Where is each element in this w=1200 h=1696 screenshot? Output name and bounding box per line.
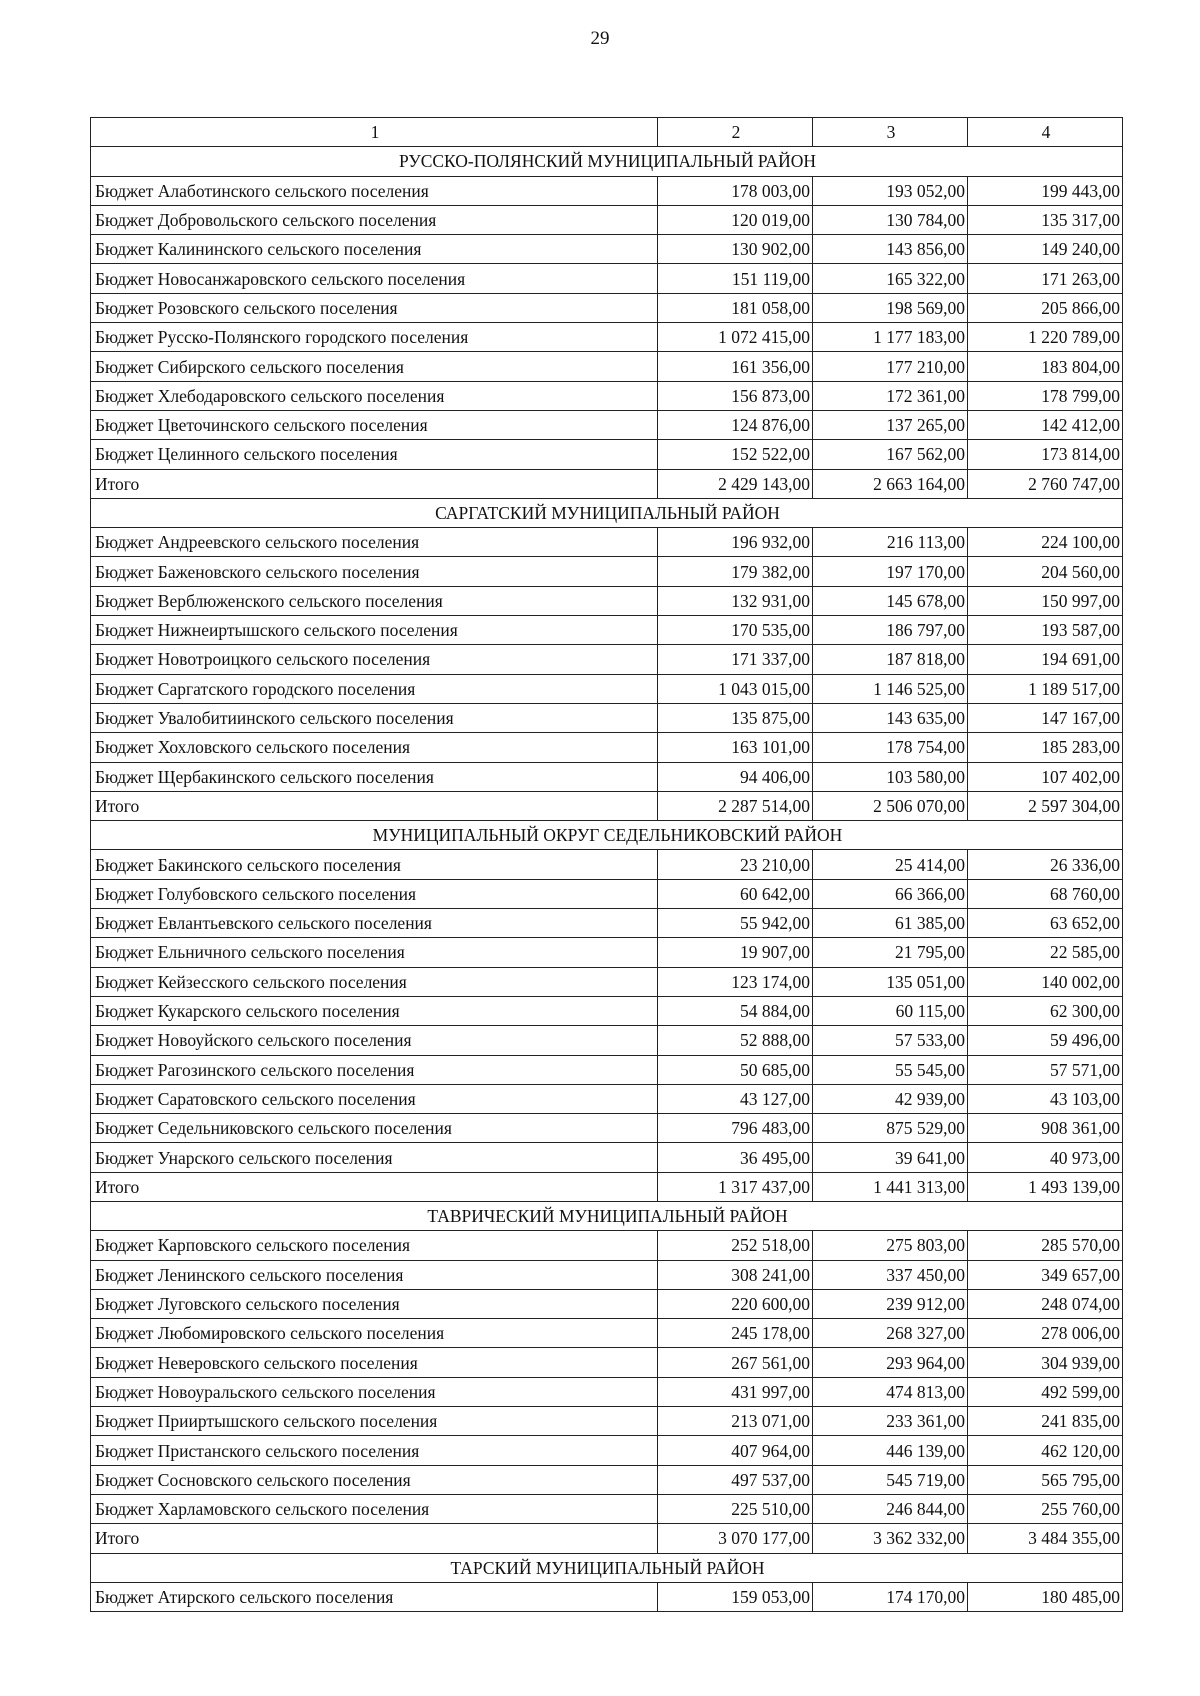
value-cell-col4: 142 412,00: [968, 410, 1123, 439]
value-cell-col4: 199 443,00: [968, 176, 1123, 205]
value-cell-col4: 1 189 517,00: [968, 674, 1123, 703]
table-row: [91, 176, 1123, 205]
value-cell-col4: 304 939,00: [968, 1348, 1123, 1377]
table-row: [91, 528, 1123, 557]
value-cell-col2: 50 685,00: [658, 1055, 813, 1084]
value-cell-col3: 174 170,00: [813, 1582, 968, 1611]
value-cell-col3: 233 361,00: [813, 1407, 968, 1436]
budget-name-cell: Бюджет Калининского сельского поселения: [91, 235, 658, 264]
value-cell-col2: 2 287 514,00: [658, 791, 813, 820]
column-header: 2: [658, 118, 813, 147]
value-cell-col2: 123 174,00: [658, 967, 813, 996]
budget-name-cell: Бюджет Верблюженского сельского поселения: [91, 586, 658, 615]
table-row: [91, 733, 1123, 762]
value-cell-col3: 143 856,00: [813, 235, 968, 264]
value-cell-col2: 132 931,00: [658, 586, 813, 615]
value-cell-col3: 186 797,00: [813, 616, 968, 645]
value-cell-col4: 2 760 747,00: [968, 469, 1123, 498]
value-cell-col2: 163 101,00: [658, 733, 813, 762]
page-number: 29: [590, 28, 610, 49]
value-cell-col2: 94 406,00: [658, 762, 813, 791]
table-row: [91, 410, 1123, 439]
value-cell-col2: 3 070 177,00: [658, 1524, 813, 1553]
value-cell-col4: 178 799,00: [968, 381, 1123, 410]
value-cell-col3: 198 569,00: [813, 293, 968, 322]
budget-name-cell: Бюджет Сосновского сельского поселения: [91, 1465, 658, 1494]
budget-name-cell: Бюджет Новотроицкого сельского поселения: [91, 645, 658, 674]
budget-name-cell: Бюджет Рагозинского сельского поселения: [91, 1055, 658, 1084]
budget-name-cell: Итого: [91, 469, 658, 498]
section-header-row: [91, 147, 1123, 176]
table-row: [91, 1114, 1123, 1143]
budget-name-cell: Бюджет Седельниковского сельского поселения: [91, 1114, 658, 1143]
value-cell-col2: 135 875,00: [658, 703, 813, 732]
value-cell-col2: 23 210,00: [658, 850, 813, 879]
section-title: МУНИЦИПАЛЬНЫЙ ОКРУГ СЕДЕЛЬНИКОВСКИЙ РАЙОН: [91, 821, 1123, 850]
value-cell-col4: 565 795,00: [968, 1465, 1123, 1494]
table-row: [91, 323, 1123, 352]
budget-name-cell: Бюджет Баженовского сельского поселения: [91, 557, 658, 586]
value-cell-col2: 19 907,00: [658, 938, 813, 967]
budget-name-cell: Бюджет Евлантьевского сельского поселения: [91, 909, 658, 938]
value-cell-col3: 2 663 164,00: [813, 469, 968, 498]
value-cell-col2: 225 510,00: [658, 1494, 813, 1523]
value-cell-col4: 285 570,00: [968, 1231, 1123, 1260]
budget-name-cell: Бюджет Саратовского сельского поселения: [91, 1084, 658, 1113]
budget-name-cell: Бюджет Новоуйского сельского поселения: [91, 1026, 658, 1055]
table-row: [91, 645, 1123, 674]
value-cell-col2: 36 495,00: [658, 1143, 813, 1172]
section-title: САРГАТСКИЙ МУНИЦИПАЛЬНЫЙ РАЙОН: [91, 498, 1123, 527]
value-cell-col4: 107 402,00: [968, 762, 1123, 791]
value-cell-col3: 61 385,00: [813, 909, 968, 938]
total-row: [91, 1172, 1123, 1201]
value-cell-col3: 39 641,00: [813, 1143, 968, 1172]
value-cell-col2: 213 071,00: [658, 1407, 813, 1436]
table-row: [91, 967, 1123, 996]
budget-name-cell: Бюджет Унарского сельского поселения: [91, 1143, 658, 1172]
value-cell-col3: 167 562,00: [813, 440, 968, 469]
value-cell-col4: 255 760,00: [968, 1494, 1123, 1523]
value-cell-col3: 337 450,00: [813, 1260, 968, 1289]
value-cell-col2: 431 997,00: [658, 1377, 813, 1406]
value-cell-col4: 183 804,00: [968, 352, 1123, 381]
table-row: [91, 264, 1123, 293]
value-cell-col3: 275 803,00: [813, 1231, 968, 1260]
budget-name-cell: Бюджет Кукарского сельского поселения: [91, 996, 658, 1025]
budget-name-cell: Итого: [91, 791, 658, 820]
table-row: [91, 1055, 1123, 1084]
value-cell-col2: 1 043 015,00: [658, 674, 813, 703]
value-cell-col3: 21 795,00: [813, 938, 968, 967]
table-row: [91, 1026, 1123, 1055]
value-cell-col2: 161 356,00: [658, 352, 813, 381]
value-cell-col4: 63 652,00: [968, 909, 1123, 938]
value-cell-col3: 165 322,00: [813, 264, 968, 293]
budget-name-cell: Бюджет Бакинского сельского поселения: [91, 850, 658, 879]
budget-name-cell: Бюджет Кейзесского сельского поселения: [91, 967, 658, 996]
table-row: [91, 703, 1123, 732]
budget-name-cell: Бюджет Новосанжаровского сельского поселения: [91, 264, 658, 293]
table-row: [91, 1377, 1123, 1406]
value-cell-col3: 1 441 313,00: [813, 1172, 968, 1201]
section-title: РУССКО-ПОЛЯНСКИЙ МУНИЦИПАЛЬНЫЙ РАЙОН: [91, 147, 1123, 176]
value-cell-col2: 1 072 415,00: [658, 323, 813, 352]
budget-name-cell: Бюджет Розовского сельского поселения: [91, 293, 658, 322]
value-cell-col3: 216 113,00: [813, 528, 968, 557]
value-cell-col3: 446 139,00: [813, 1436, 968, 1465]
value-cell-col4: 349 657,00: [968, 1260, 1123, 1289]
value-cell-col3: 545 719,00: [813, 1465, 968, 1494]
value-cell-col2: 179 382,00: [658, 557, 813, 586]
section-header-row: [91, 821, 1123, 850]
budget-name-cell: Бюджет Цветочинского сельского поселения: [91, 410, 658, 439]
value-cell-col3: 145 678,00: [813, 586, 968, 615]
table-row: [91, 1348, 1123, 1377]
budget-name-cell: Бюджет Добровольского сельского поселения: [91, 205, 658, 234]
value-cell-col4: 22 585,00: [968, 938, 1123, 967]
table-row: [91, 1494, 1123, 1523]
value-cell-col4: 147 167,00: [968, 703, 1123, 732]
value-cell-col3: 1 177 183,00: [813, 323, 968, 352]
value-cell-col3: 143 635,00: [813, 703, 968, 732]
budget-name-cell: Бюджет Саргатского городского поселения: [91, 674, 658, 703]
value-cell-col4: 171 263,00: [968, 264, 1123, 293]
value-cell-col4: 173 814,00: [968, 440, 1123, 469]
table-row: [91, 235, 1123, 264]
value-cell-col2: 1 317 437,00: [658, 1172, 813, 1201]
value-cell-col3: 57 533,00: [813, 1026, 968, 1055]
budget-name-cell: Бюджет Хохловского сельского поселения: [91, 733, 658, 762]
value-cell-col2: 245 178,00: [658, 1319, 813, 1348]
table-row: [91, 1143, 1123, 1172]
value-cell-col3: 25 414,00: [813, 850, 968, 879]
value-cell-col2: 60 642,00: [658, 879, 813, 908]
budget-name-cell: Бюджет Ленинского сельского поселения: [91, 1260, 658, 1289]
value-cell-col2: 181 058,00: [658, 293, 813, 322]
section-title: ТАРСКИЙ МУНИЦИПАЛЬНЫЙ РАЙОН: [91, 1553, 1123, 1582]
value-cell-col3: 268 327,00: [813, 1319, 968, 1348]
total-row: [91, 1524, 1123, 1553]
table-row: [91, 205, 1123, 234]
budget-name-cell: Бюджет Любомировского сельского поселения: [91, 1319, 658, 1348]
value-cell-col4: 43 103,00: [968, 1084, 1123, 1113]
column-header-row: [91, 118, 1123, 147]
value-cell-col2: 43 127,00: [658, 1084, 813, 1113]
value-cell-col3: 197 170,00: [813, 557, 968, 586]
value-cell-col4: 149 240,00: [968, 235, 1123, 264]
value-cell-col2: 159 053,00: [658, 1582, 813, 1611]
table-row: [91, 557, 1123, 586]
value-cell-col4: 57 571,00: [968, 1055, 1123, 1084]
value-cell-col4: 248 074,00: [968, 1289, 1123, 1318]
table-row: [91, 938, 1123, 967]
table-row: [91, 293, 1123, 322]
table-row: [91, 762, 1123, 791]
budget-name-cell: Бюджет Луговского сельского поселения: [91, 1289, 658, 1318]
value-cell-col2: 170 535,00: [658, 616, 813, 645]
value-cell-col2: 156 873,00: [658, 381, 813, 410]
value-cell-col3: 875 529,00: [813, 1114, 968, 1143]
value-cell-col3: 3 362 332,00: [813, 1524, 968, 1553]
value-cell-col2: 2 429 143,00: [658, 469, 813, 498]
value-cell-col4: 3 484 355,00: [968, 1524, 1123, 1553]
table-row: [91, 674, 1123, 703]
table-row: [91, 850, 1123, 879]
value-cell-col3: 246 844,00: [813, 1494, 968, 1523]
value-cell-col3: 135 051,00: [813, 967, 968, 996]
value-cell-col2: 124 876,00: [658, 410, 813, 439]
value-cell-col3: 42 939,00: [813, 1084, 968, 1113]
value-cell-col2: 52 888,00: [658, 1026, 813, 1055]
value-cell-col4: 40 973,00: [968, 1143, 1123, 1172]
total-row: [91, 469, 1123, 498]
value-cell-col2: 151 119,00: [658, 264, 813, 293]
value-cell-col4: 62 300,00: [968, 996, 1123, 1025]
value-cell-col3: 239 912,00: [813, 1289, 968, 1318]
value-cell-col3: 66 366,00: [813, 879, 968, 908]
section-title: ТАВРИЧЕСКИЙ МУНИЦИПАЛЬНЫЙ РАЙОН: [91, 1201, 1123, 1230]
table-row: [91, 381, 1123, 410]
table-row: [91, 616, 1123, 645]
budget-name-cell: Бюджет Новоуральского сельского поселения: [91, 1377, 658, 1406]
value-cell-col4: 204 560,00: [968, 557, 1123, 586]
budget-name-cell: Бюджет Голубовского сельского поселения: [91, 879, 658, 908]
table-row: [91, 1319, 1123, 1348]
total-row: [91, 791, 1123, 820]
section-header-row: [91, 1553, 1123, 1582]
column-header: 1: [91, 118, 658, 147]
value-cell-col2: 267 561,00: [658, 1348, 813, 1377]
budget-name-cell: Итого: [91, 1524, 658, 1553]
value-cell-col4: 193 587,00: [968, 616, 1123, 645]
value-cell-col2: 796 483,00: [658, 1114, 813, 1143]
value-cell-col4: 135 317,00: [968, 205, 1123, 234]
budget-table-body: [91, 118, 1123, 1612]
column-header: 3: [813, 118, 968, 147]
value-cell-col2: 171 337,00: [658, 645, 813, 674]
value-cell-col2: 54 884,00: [658, 996, 813, 1025]
budget-name-cell: Итого: [91, 1172, 658, 1201]
value-cell-col2: 497 537,00: [658, 1465, 813, 1494]
budget-name-cell: Бюджет Нижнеиртышского сельского поселения: [91, 616, 658, 645]
value-cell-col4: 241 835,00: [968, 1407, 1123, 1436]
table-row: [91, 909, 1123, 938]
value-cell-col4: 205 866,00: [968, 293, 1123, 322]
value-cell-col4: 224 100,00: [968, 528, 1123, 557]
table-row: [91, 586, 1123, 615]
table-row: [91, 1260, 1123, 1289]
value-cell-col4: 68 760,00: [968, 879, 1123, 908]
budget-name-cell: Бюджет Андреевского сельского поселения: [91, 528, 658, 557]
table-row: [91, 1407, 1123, 1436]
value-cell-col4: 180 485,00: [968, 1582, 1123, 1611]
value-cell-col2: 196 932,00: [658, 528, 813, 557]
budget-name-cell: Бюджет Неверовского сельского поселения: [91, 1348, 658, 1377]
value-cell-col2: 308 241,00: [658, 1260, 813, 1289]
budget-name-cell: Бюджет Ельничного сельского поселения: [91, 938, 658, 967]
value-cell-col2: 407 964,00: [658, 1436, 813, 1465]
budget-name-cell: Бюджет Русско-Полянского городского поселения: [91, 323, 658, 352]
budget-name-cell: Бюджет Атирского сельского поселения: [91, 1582, 658, 1611]
value-cell-col2: 252 518,00: [658, 1231, 813, 1260]
budget-name-cell: Бюджет Целинного сельского поселения: [91, 440, 658, 469]
value-cell-col3: 103 580,00: [813, 762, 968, 791]
column-header: 4: [968, 118, 1123, 147]
table-row: [91, 1231, 1123, 1260]
budget-name-cell: Бюджет Сибирского сельского поселения: [91, 352, 658, 381]
budget-name-cell: Бюджет Щербакинского сельского поселения: [91, 762, 658, 791]
value-cell-col4: 150 997,00: [968, 586, 1123, 615]
table-row: [91, 1084, 1123, 1113]
table-row: [91, 352, 1123, 381]
table-row: [91, 1289, 1123, 1318]
table-row: [91, 1582, 1123, 1611]
budget-name-cell: Бюджет Карповского сельского поселения: [91, 1231, 658, 1260]
value-cell-col3: 130 784,00: [813, 205, 968, 234]
table-row: [91, 1465, 1123, 1494]
section-header-row: [91, 1201, 1123, 1230]
value-cell-col3: 1 146 525,00: [813, 674, 968, 703]
value-cell-col4: 185 283,00: [968, 733, 1123, 762]
value-cell-col4: 194 691,00: [968, 645, 1123, 674]
value-cell-col2: 152 522,00: [658, 440, 813, 469]
value-cell-col3: 55 545,00: [813, 1055, 968, 1084]
value-cell-col3: 187 818,00: [813, 645, 968, 674]
value-cell-col3: 2 506 070,00: [813, 791, 968, 820]
table-row: [91, 1436, 1123, 1465]
value-cell-col2: 220 600,00: [658, 1289, 813, 1318]
value-cell-col3: 137 265,00: [813, 410, 968, 439]
value-cell-col4: 59 496,00: [968, 1026, 1123, 1055]
value-cell-col3: 172 361,00: [813, 381, 968, 410]
value-cell-col4: 140 002,00: [968, 967, 1123, 996]
budget-name-cell: Бюджет Увалобитиинского сельского поселения: [91, 703, 658, 732]
value-cell-col3: 293 964,00: [813, 1348, 968, 1377]
value-cell-col4: 1 220 789,00: [968, 323, 1123, 352]
value-cell-col4: 26 336,00: [968, 850, 1123, 879]
table-row: [91, 879, 1123, 908]
value-cell-col3: 177 210,00: [813, 352, 968, 381]
budget-name-cell: Бюджет Пристанского сельского поселения: [91, 1436, 658, 1465]
value-cell-col4: 462 120,00: [968, 1436, 1123, 1465]
value-cell-col3: 178 754,00: [813, 733, 968, 762]
value-cell-col4: 278 006,00: [968, 1319, 1123, 1348]
value-cell-col2: 120 019,00: [658, 205, 813, 234]
budget-name-cell: Бюджет Алаботинского сельского поселения: [91, 176, 658, 205]
value-cell-col2: 55 942,00: [658, 909, 813, 938]
value-cell-col2: 130 902,00: [658, 235, 813, 264]
budget-table: [90, 117, 1123, 1612]
table-row: [91, 996, 1123, 1025]
value-cell-col3: 474 813,00: [813, 1377, 968, 1406]
budget-name-cell: Бюджет Хлебодаровского сельского поселения: [91, 381, 658, 410]
budget-name-cell: Бюджет Харламовского сельского поселения: [91, 1494, 658, 1523]
table-row: [91, 440, 1123, 469]
value-cell-col4: 2 597 304,00: [968, 791, 1123, 820]
value-cell-col4: 1 493 139,00: [968, 1172, 1123, 1201]
budget-name-cell: Бюджет Прииртышского сельского поселения: [91, 1407, 658, 1436]
value-cell-col2: 178 003,00: [658, 176, 813, 205]
value-cell-col3: 193 052,00: [813, 176, 968, 205]
value-cell-col3: 60 115,00: [813, 996, 968, 1025]
section-header-row: [91, 498, 1123, 527]
value-cell-col4: 908 361,00: [968, 1114, 1123, 1143]
value-cell-col4: 492 599,00: [968, 1377, 1123, 1406]
